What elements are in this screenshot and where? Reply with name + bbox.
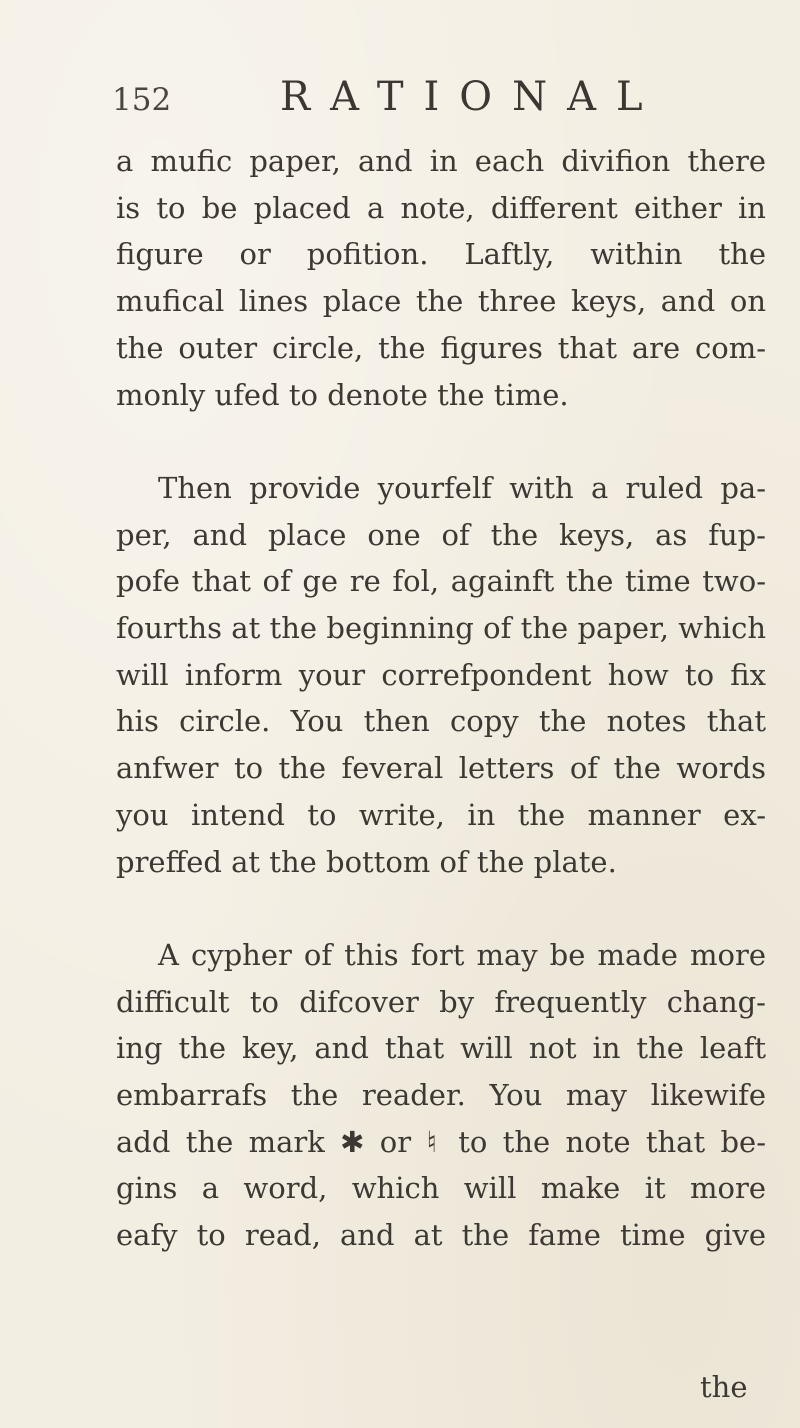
text-line: will inform your correfpondent how to fix — [116, 657, 766, 692]
text-line: figure or pofition. Laftly, within the — [116, 237, 766, 272]
text-line: mufical lines place the three keys, and on — [116, 284, 766, 319]
text-line: embarrafs the reader. You may likewife — [116, 1078, 766, 1113]
text-line: ing the key, and that will not in the leaft — [116, 1031, 766, 1066]
text-line: difficult to difcover by frequently chang- — [116, 984, 766, 1019]
text-line: gins a word, which will make it more — [116, 1171, 766, 1206]
text-line: eafy to read, and at the fame time give — [116, 1218, 766, 1253]
text-line: the outer circle, the figures that are com- — [116, 330, 766, 365]
text-line: fourths at the beginning of the paper, which — [116, 611, 766, 646]
catchword: the — [700, 1370, 748, 1404]
text-line: his circle. You then copy the notes that — [116, 704, 766, 739]
text-line: add the mark ✱ or ♮ to the note that be- — [116, 1124, 766, 1159]
page-number: 152 — [112, 82, 172, 118]
text-line: Then provide yourfelf with a ruled pa- — [158, 470, 766, 505]
paragraph-gap — [116, 418, 766, 465]
text-line: pofe that of ge re fol, againft the time two- — [116, 564, 766, 599]
paragraph-gap — [116, 885, 766, 932]
text-line: A cypher of this fort may be made more — [158, 937, 766, 972]
text-line: monly ufed to denote the time. — [116, 377, 569, 412]
text-line: preffed at the bottom of the plate. — [116, 844, 617, 879]
running-head: RATIONAL — [280, 74, 663, 120]
text-line: a mufic paper, and in each divifion there — [116, 144, 766, 178]
text-line: is to be placed a note, different either in — [116, 190, 766, 225]
text-line: per, and place one of the keys, as fup- — [116, 517, 766, 552]
body-text — [116, 138, 766, 1259]
page-header — [112, 74, 752, 124]
text-line: you intend to write, in the manner ex- — [116, 797, 766, 832]
text-line: anfwer to the feveral letters of the words — [116, 751, 766, 786]
